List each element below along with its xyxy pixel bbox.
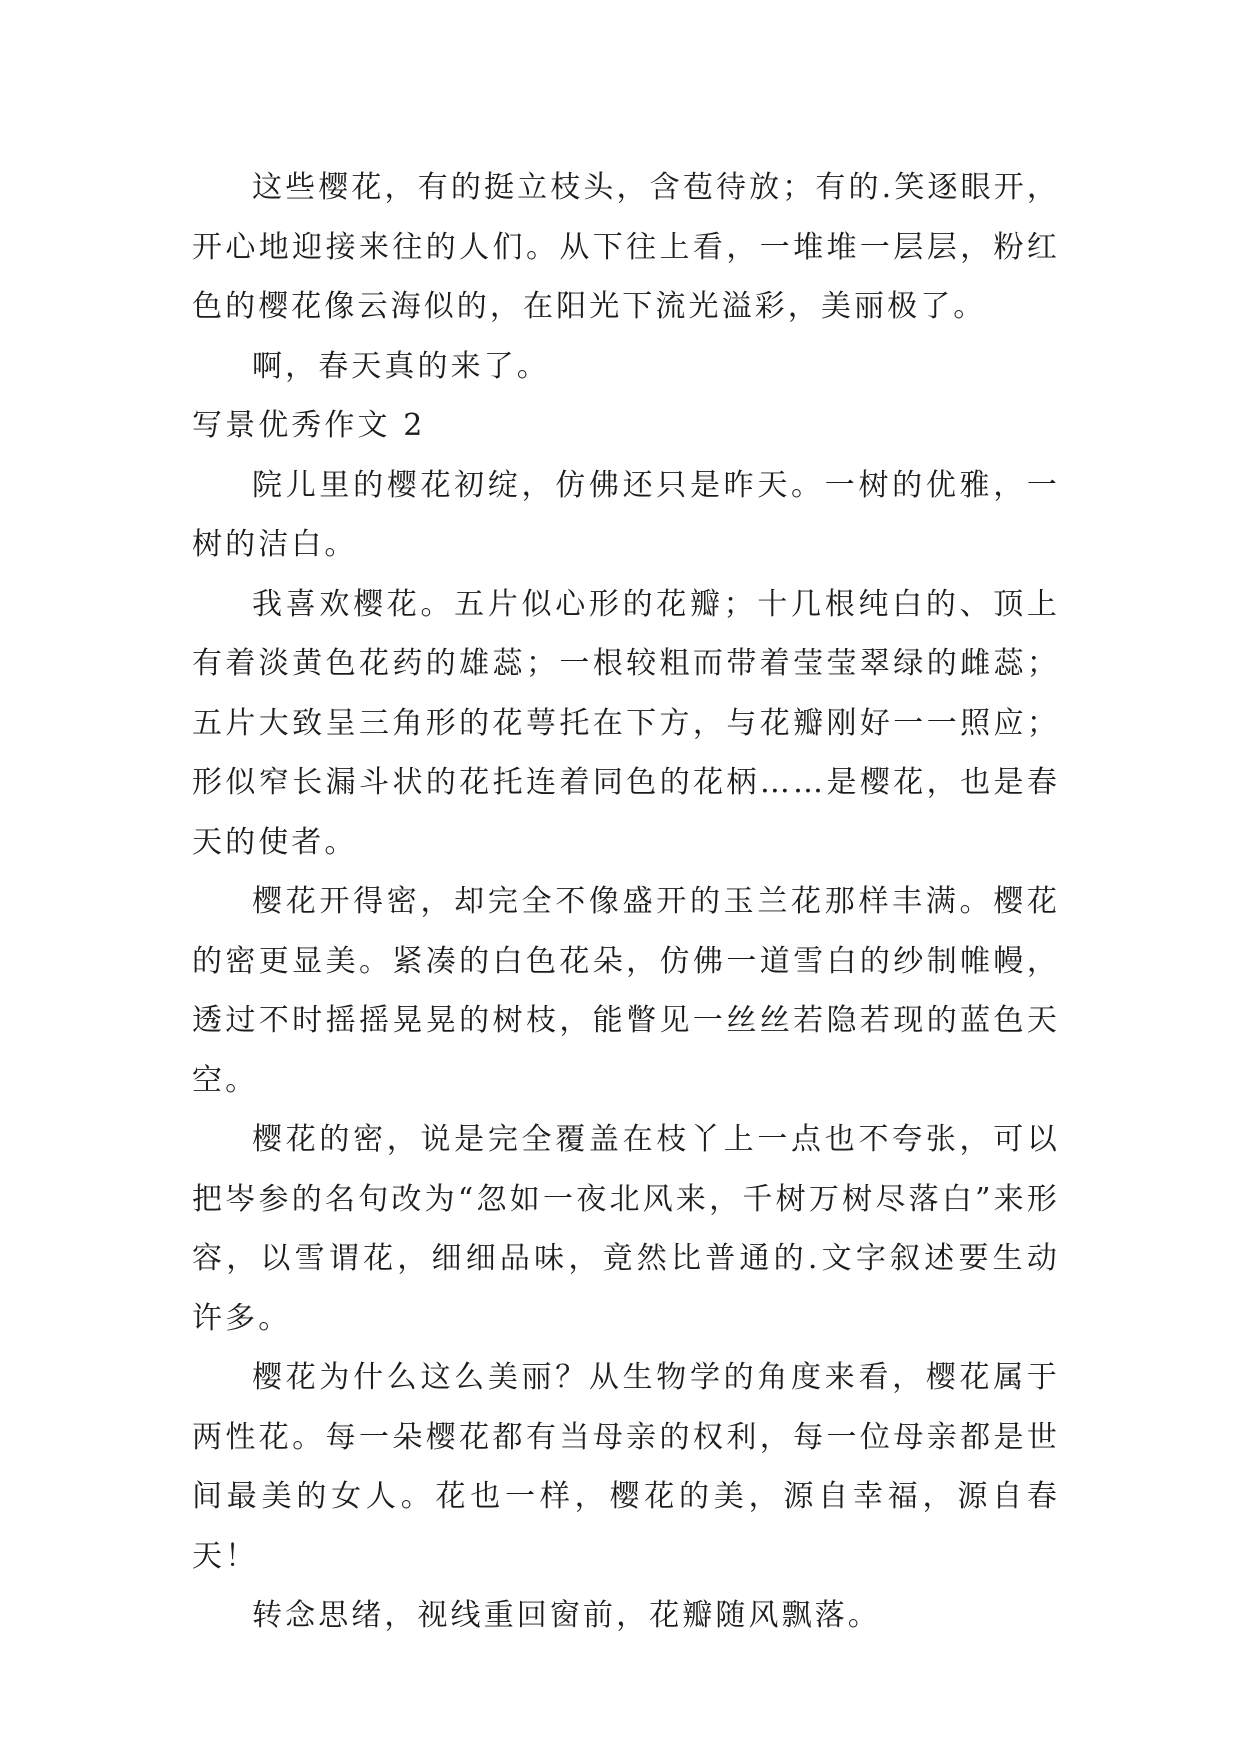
paragraph-biology: 樱花为什么这么美丽？从生物学的角度来看，樱花属于两性花。每一朵樱花都有当母亲的权利，每一位母亲都是世间最美的女人。花也一样，樱花的美，源自幸福，源自春天！ [192, 1360, 1060, 1574]
paragraph-closing: 转念思绪，视线重回窗前，花瓣随风飘落。 [252, 1598, 881, 1633]
paragraph-first-bloom: 院儿里的樱花初绽，仿佛还只是昨天。一树的优雅，一树的洁白。 [192, 467, 1060, 562]
paragraph-dense-blossoms: 樱花开得密，却完全不像盛开的玉兰花那样丰满。樱花的密更显美。紧凑的白色花朵，仿佛一道雪白的纱制帷幔，透过不时摇摇晃晃的树枝，能瞥见一丝丝若隐若现的蓝色天空。 [192, 884, 1060, 1098]
section-title: 写景优秀作文 2 [192, 408, 426, 443]
document-body [192, 158, 1060, 1646]
paragraph-flower-anatomy: 我喜欢樱花。五片似心形的花瓣；十几根纯白的、顶上有着淡黄色花药的雄蕊；一根较粗而带着莹莹翠绿的雌蕊；五片大致呈三角形的花萼托在下方，与花瓣刚好一一照应；形似窄长漏斗状的花托连着同色的花柄……是樱花，也是春天的使者。 [192, 586, 1060, 860]
paragraph-spring-arrived: 啊，春天真的来了。 [252, 348, 550, 384]
paragraph-poem-quote: 樱花的密，说是完全覆盖在枝丫上一点也不夸张，可以把岑参的名句改为“忽如一夜北风来，千树万树尽落白”来形容，以雪谓花，细细品味，竟然比普通的.文字叙述要生动许多。 [192, 1122, 1060, 1336]
paragraph-cherry-blossoms: 这些樱花，有的挺立枝头，含苞待放；有的.笑逐眼开，开心地迎接来往的人们。从下往上看，一堆堆一层层，粉红色的樱花像云海似的，在阳光下流光溢彩，美丽极了。 [192, 170, 1060, 324]
